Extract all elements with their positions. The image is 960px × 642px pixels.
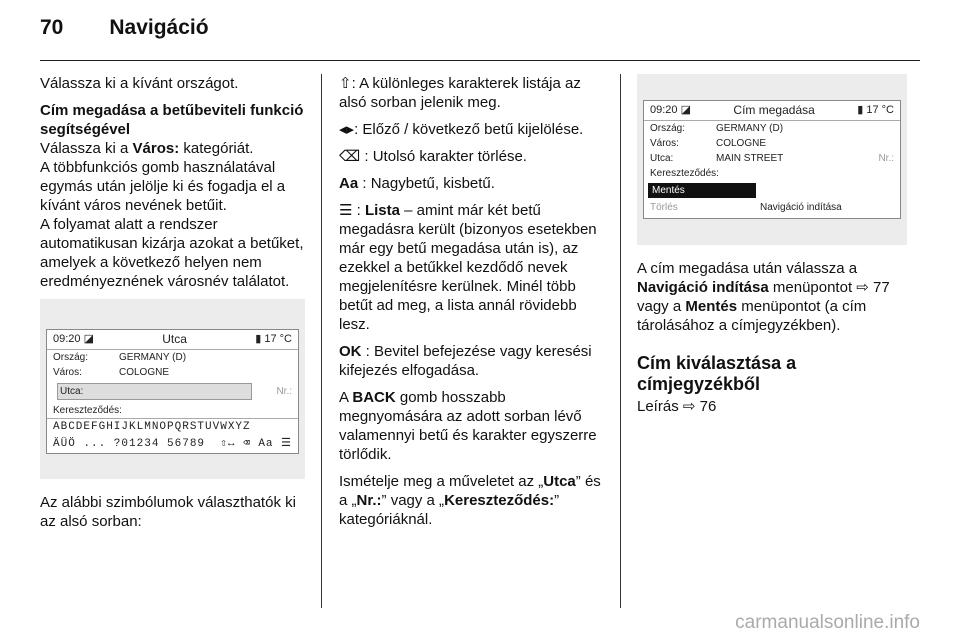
display-row: Kereszteződés: [650,168,719,179]
delete-icon: ⌫ [339,148,361,165]
column-2 [339,74,607,537]
paragraph: ◂▸: Előző / következő betű kijelölése. [339,121,584,138]
shift-icon: ⇧ [339,75,352,92]
temperature: ▮ 17 °C [857,104,894,116]
display-row: Utca: MAIN STREET Nr.: [650,153,894,164]
display-row: Város: COLOGNE [650,138,767,149]
char-row: ÄÜÖ ... ?01234 56789 ⇧↔ ⌫ Aa ☰ [53,438,292,450]
street-field: Utca: [57,383,252,400]
char-row: ABCDEFGHIJKLMNOPQRSTUVWXYZ [47,418,298,436]
paragraph: A BACK gomb hosszabb megnyomására az adott sorban lévő valamennyi betű és karakter egyszerre törlődik. [339,389,597,463]
column-3 [637,74,907,424]
paragraph: ⌫ : Utolsó karakter törlése. [339,148,527,165]
display-row: Város: COLOGNE [53,367,170,378]
page-header [40,16,209,40]
display-row: Ország: GERMANY (D) [53,352,187,363]
display [46,329,299,454]
paragraph: ⇧: A különleges karakterek listája az alsó sorban jelenik meg. [339,75,581,111]
display-row [47,380,298,403]
paragraph: Ismételje meg a műveletet az „Utca” és a „Nr.:” vagy a „Kereszteződés:” kategóriáknál. [339,473,601,528]
display-topbar [644,101,900,121]
subheading: Cím megadása a betűbeviteli funkció segítségével [40,102,304,138]
phone-icon: ▮ [255,333,262,345]
column-divider [321,74,322,608]
column-divider [620,74,621,608]
page-ref-icon: ⇨ [682,398,696,415]
screen-image-street [40,299,305,479]
clock: 09:20 ◪ [53,333,94,345]
section-title: Navigáció [109,16,209,39]
paragraph: Aa : Nagybetű, kisbetű. [339,175,495,192]
save-item: Mentés [648,183,756,198]
page-number: 70 [40,16,64,39]
clock: 09:20 ◪ [650,104,691,116]
arrows-icon: ◂▸ [339,121,355,138]
header-rule [40,60,920,61]
paragraph: ☰ : Lista – amint már két betű megadásra került (bizonyos esetekben már egy betű megadása után is), az ezekkel a betűkkel kezdődő nevek megjelenítésre kerülnek. Minél több betűt ad meg, a lista annál rövidebb lesz. [339,202,597,333]
display-title: Utca [162,332,187,346]
display [643,100,901,219]
nav-icon: ◪ [680,104,691,116]
column-1 [40,74,305,539]
display-row: Törlés Navigáció indítása [650,202,842,213]
list-icon: ☰ [339,202,353,219]
watermark: carmanualsonline.info [735,612,920,633]
paragraph: Cím megadása a betűbeviteli funkció segítségével Válassza ki a Város: kategóriát. A többfunkciós gomb használatával egymás után jelölje ki és fogadja el a kívánt város nevének betűit. A folyamat alatt a rendszer automatikusan kizárja azokat a betűket, amelyek a következő helyen nem eredményeznének városnév találatot. [40,102,304,290]
paragraph: OK : Bevitel befejezése vagy keresési kifejezés elfogadása. [339,343,592,379]
paragraph: Az alábbi szimbólumok választhatók ki az alsó sorban: [40,494,296,530]
screen-image-address [637,74,907,245]
section-heading: Cím kiválasztása a címjegyzékből [637,353,797,394]
page-ref-icon: ⇨ [856,279,869,296]
display-row [644,181,900,200]
display-row: Ország: GERMANY (D) [650,123,784,134]
symbol-icons: ⇧↔ ⌫ Aa ☰ [220,438,292,450]
display-topbar [47,330,298,350]
display-row: Kereszteződés: [53,405,122,416]
paragraph: Leírás ⇨ 76 [637,398,717,415]
paragraph: A cím megadása után válassza a Navigáció indítása menüpontot ⇨ 77 vagy a Mentés menüpontot (a cím tárolásához a címjegyzékben). [637,260,890,334]
display-title: Cím megadása [733,103,815,117]
paragraph: Válassza ki a kívánt országot. [40,75,239,92]
temperature: ▮ 17 °C [255,333,292,345]
nav-icon: ◪ [83,333,94,345]
phone-icon: ▮ [857,104,864,116]
nr-label: Nr.: [276,386,292,397]
